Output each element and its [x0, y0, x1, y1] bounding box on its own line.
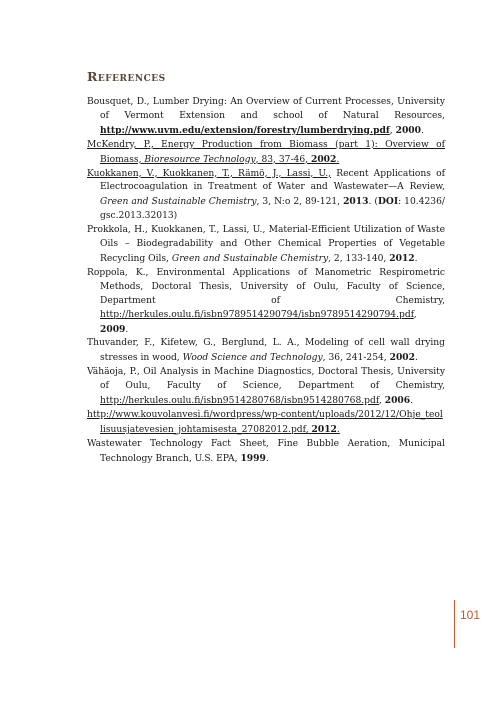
reference-text: . (: [368, 197, 378, 208]
reference-text: , 36, 241-254,: [322, 353, 390, 364]
reference-text: McKendry, P., Energy Production from Biomass (part 1): Overview of Biomass,: [87, 139, 445, 165]
reference-text: ,: [305, 424, 312, 435]
reference-text: Thuvander, F., Kifetew, G., Berglund, L. A., Modeling of cell wall drying stresses in wood,: [87, 338, 445, 364]
reference-link[interactable]: http://www.uvm.edu/extension/forestry/lumberdrying.pdf: [100, 124, 390, 136]
reference-link[interactable]: [87, 410, 443, 435]
reference-text: .: [421, 125, 424, 136]
reference-year: 1999: [240, 452, 266, 464]
reference-journal: Green and Sustainable Chemistry: [171, 253, 329, 264]
reference-journal: Green and Sustainable Chemistry: [100, 197, 257, 208]
reference-epa: [87, 438, 445, 467]
reference-year: 2006: [384, 395, 411, 407]
reference-roppola: [87, 267, 445, 338]
reference-text: .: [336, 154, 340, 165]
reference-year: 2013: [343, 196, 369, 208]
reference-journal: Bioresource Technology: [144, 154, 256, 165]
reference-link[interactable]: http://herkules.oulu.fi/isbn9789514290794/isbn9789514290794.pdf: [100, 309, 414, 320]
reference-year: 2009: [100, 323, 126, 335]
reference-link[interactable]: http://herkules.oulu.fi/isbn9514280768/isbn9514280768.pdf: [100, 396, 379, 407]
reference-text: .: [336, 424, 340, 435]
reference-text: .: [415, 353, 418, 364]
reference-text: .: [125, 324, 129, 335]
reference-text: Recent Applications of Electrocoagulation in Treatment of Water and Wastewater—A Review,: [100, 168, 445, 193]
reference-text: ,: [378, 396, 385, 407]
reference-text: ,: [389, 125, 396, 136]
reference-link[interactable]: [87, 140, 445, 165]
references-heading: References: [87, 69, 166, 84]
reference-text: , 3, N:o 2, 89-121,: [256, 197, 344, 208]
reference-text: Bousquet, D., Lumber Drying: An Overview of Current Processes, University of Vermont Extension and school of Natural Resources,: [87, 97, 445, 121]
reference-year: 2002: [310, 153, 337, 165]
reference-text: , 83, 37-46,: [255, 154, 311, 165]
reference-text: Wastewater Technology Fact Sheet, Fine Bubble Aeration, Municipal Technology Branch, U.S. EPA,: [87, 438, 445, 464]
reference-text: : 10.4236/ gsc.2013.32013): [100, 197, 445, 222]
reference-doi-label: DOI: [377, 196, 399, 208]
reference-text: ,: [413, 309, 417, 320]
reference-year: 2012: [389, 252, 415, 264]
reference-kuokkanen: [87, 168, 445, 225]
reference-text: Roppola, K., Environmental Applications of Manometric Respirometric Methods, Doctoral Thesis, University of Oulu, Faculty of Science, Department of Chemistry,: [87, 267, 445, 306]
reference-year: 2000: [395, 124, 422, 136]
reference-text: Vähäoja, P., Oil Analysis in Machine Diagnostics, Doctoral Thesis, University of Oulu, Faculty of Science, Department of Chemistry,: [87, 367, 445, 392]
reference-text: Prokkola, H., Kuokkanen, T., Lassi, U., Material-Efficient Utilization of Waste Oils – Biodegradability and Other Chemical Properties of Vegetable Recycling Oils,: [87, 225, 445, 264]
reference-text: .: [265, 453, 269, 464]
reference-list: [87, 96, 445, 467]
reference-text: .: [410, 396, 414, 407]
reference-text: .: [414, 253, 418, 264]
page-number: 101: [460, 608, 481, 622]
reference-thuvander: [87, 337, 445, 366]
reference-link[interactable]: Kuokkanen, V., Kuokkanen, T., Rämö, J., Lassi, U.,: [87, 168, 332, 179]
reference-vahaoja: [87, 366, 445, 409]
page-number-rule: [454, 600, 455, 648]
reference-year: 2002: [389, 352, 416, 364]
reference-journal: Wood Science and Technology: [182, 353, 323, 364]
reference-text: , 2, 133-140,: [328, 253, 390, 264]
reference-year: 2012: [311, 423, 337, 435]
reference-bousquet: [87, 96, 445, 139]
reference-kouvolanvesi: [87, 409, 445, 438]
reference-url: http://www.kouvolanvesi.fi/wordpress/wp-content/uploads/2012/12/Ohje_teollisuusjatevesien_johtamisesta_27082012.pdf: [87, 409, 443, 435]
reference-mckendry: [87, 139, 445, 168]
reference-prokkola: [87, 224, 445, 267]
